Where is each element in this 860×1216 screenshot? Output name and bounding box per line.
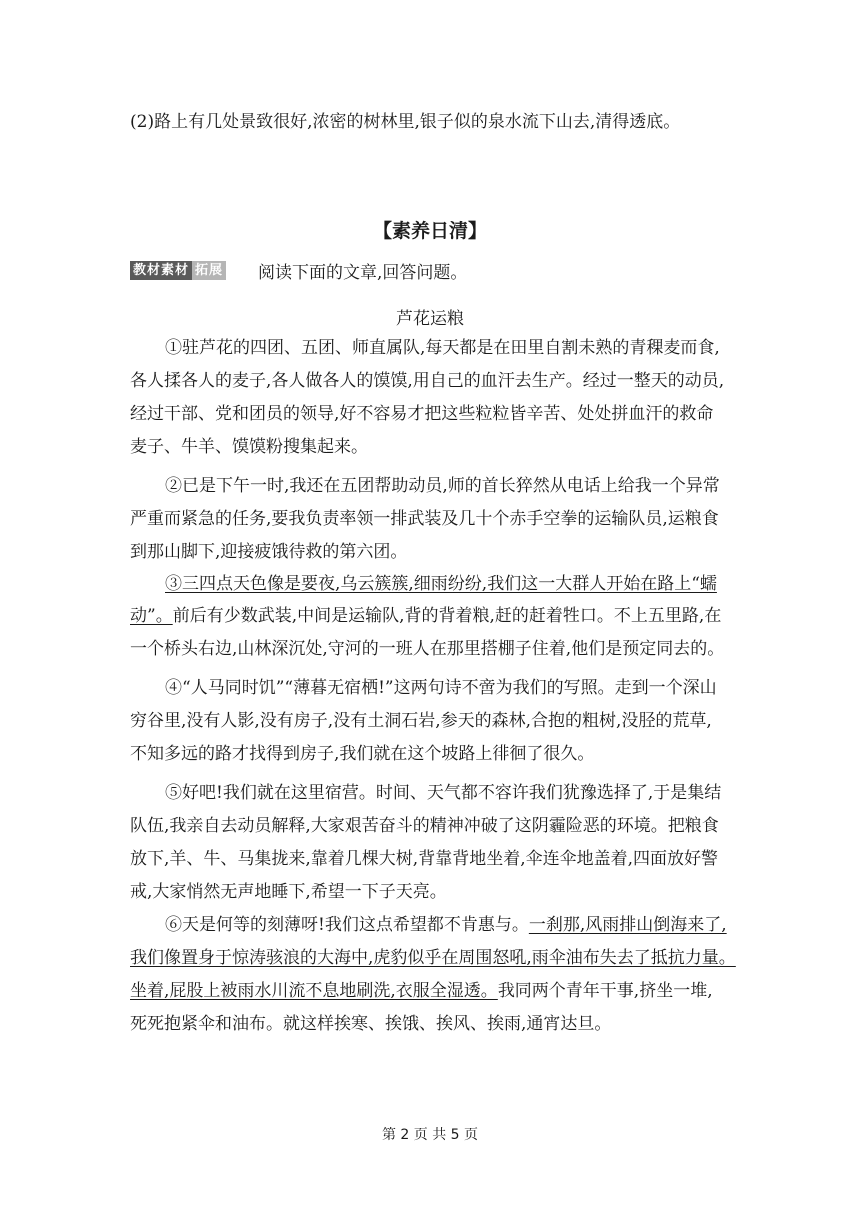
p2-line-3: 到那山脚下,迎接疲饿待救的第六团。 <box>130 542 408 562</box>
p1-line-1: ①驻芦花的四团、五团、师直属队,每天都是在田里自割未熟的青稞麦而食, <box>165 338 720 358</box>
p6-line-1-underlined: 一刹那,风雨排山倒海来了, <box>528 915 727 935</box>
p5-line-2: 队伍,我亲自去动员解释,大家艰苦奋斗的精神冲破了这阴霾险恶的环境。把粮食 <box>130 816 719 836</box>
p5-line-1: ⑤好吧!我们就在这里宿营。时间、天气都不容许我们犹豫选择了,于是集结 <box>165 783 722 803</box>
p1-line-2: 各人揉各人的麦子,各人做各人的馍馍,用自己的血汗去生产。经过一整天的动员, <box>130 371 725 391</box>
p6-line-3 <box>130 981 713 1001</box>
question-2: (2)路上有几处景致很好,浓密的树林里,银子似的泉水流下山去,清得透底。 <box>130 112 681 132</box>
tag-part1: 教材素材 <box>130 261 192 280</box>
tag-part2: 拓展 <box>192 261 226 280</box>
p6-line-3-rest: 我同两个青年干事,挤坐一堆, <box>497 981 713 1001</box>
p3-line-2-rest: 前后有少数武装,中间是运输队,背的背着粮,赶的赶着牲口。不上五里路,在 <box>172 606 722 626</box>
material-tag <box>130 261 226 280</box>
p1-line-3: 经过干部、党和团员的领导,好不容易才把这些粒粒皆辛苦、处处拼血汗的救命 <box>130 404 714 424</box>
page-footer: 第 2 页 共 5 页 <box>381 1127 479 1143</box>
p6-line-3-underlined: 坐着,屁股上被雨水川流不息地刷洗,衣服全湿透。 <box>130 981 498 1001</box>
p4-line-2: 穷谷里,没有人影,没有房子,没有土洞石岩,参天的森林,合抱的粗树,没胫的荒草, <box>130 711 712 731</box>
p3-line-1-underlined: ③三四点天色像是要夜,乌云簇簇,细雨纷纷,我们这一大群人开始在路上“蠕 <box>165 574 717 594</box>
p4-line-3: 不知多远的路才找得到房子,我们就在这个坡路上徘徊了很久。 <box>130 744 595 764</box>
p3-line-3: 一个桥头右边,山林深沉处,守河的一班人在那里搭棚子住着,他们是预定同去的。 <box>130 639 725 659</box>
section-heading: 【素养日清】 <box>372 220 487 242</box>
p1-line-4: 麦子、牛羊、馍馍粉搜集起来。 <box>130 437 368 457</box>
reading-instruction: 阅读下面的文章,回答问题。 <box>258 263 468 283</box>
p3-line-2 <box>130 606 721 626</box>
p2-line-2: 严重而紧急的任务,要我负责率领一排武装及几十个赤手空拳的运输队员,运粮食 <box>130 509 719 529</box>
p6-line-4: 死死抱紧伞和油布。就这样挨寒、挨饿、挨风、挨雨,通宵达旦。 <box>130 1014 612 1034</box>
p6-line-2-underlined: 我们像置身于惊涛骇浪的大海中,虎豹似乎在周围怒吼,雨伞油布失去了抵抗力量。 <box>130 948 736 968</box>
p4-line-1: ④“人马同时饥”“薄暮无宿栖!”这两句诗不啻为我们的写照。走到一个深山 <box>165 678 717 698</box>
p5-line-4: 戒,大家悄然无声地睡下,希望一下子天亮。 <box>130 882 447 902</box>
article-title: 芦花运粮 <box>396 309 464 329</box>
p3-line-2-underlined: 动”。 <box>130 606 173 626</box>
p6-line-1-plain: ⑥天是何等的刻薄呀!我们这点希望都不肯惠与。 <box>165 915 529 935</box>
p5-line-3: 放下,羊、牛、马集拢来,靠着几棵大树,背靠背地坐着,伞连伞地盖着,四面放好警 <box>130 849 719 869</box>
p2-line-1: ②已是下午一时,我还在五团帮助动员,师的首长猝然从电话上给我一个异常 <box>165 476 720 496</box>
p6-line-1 <box>165 915 727 935</box>
